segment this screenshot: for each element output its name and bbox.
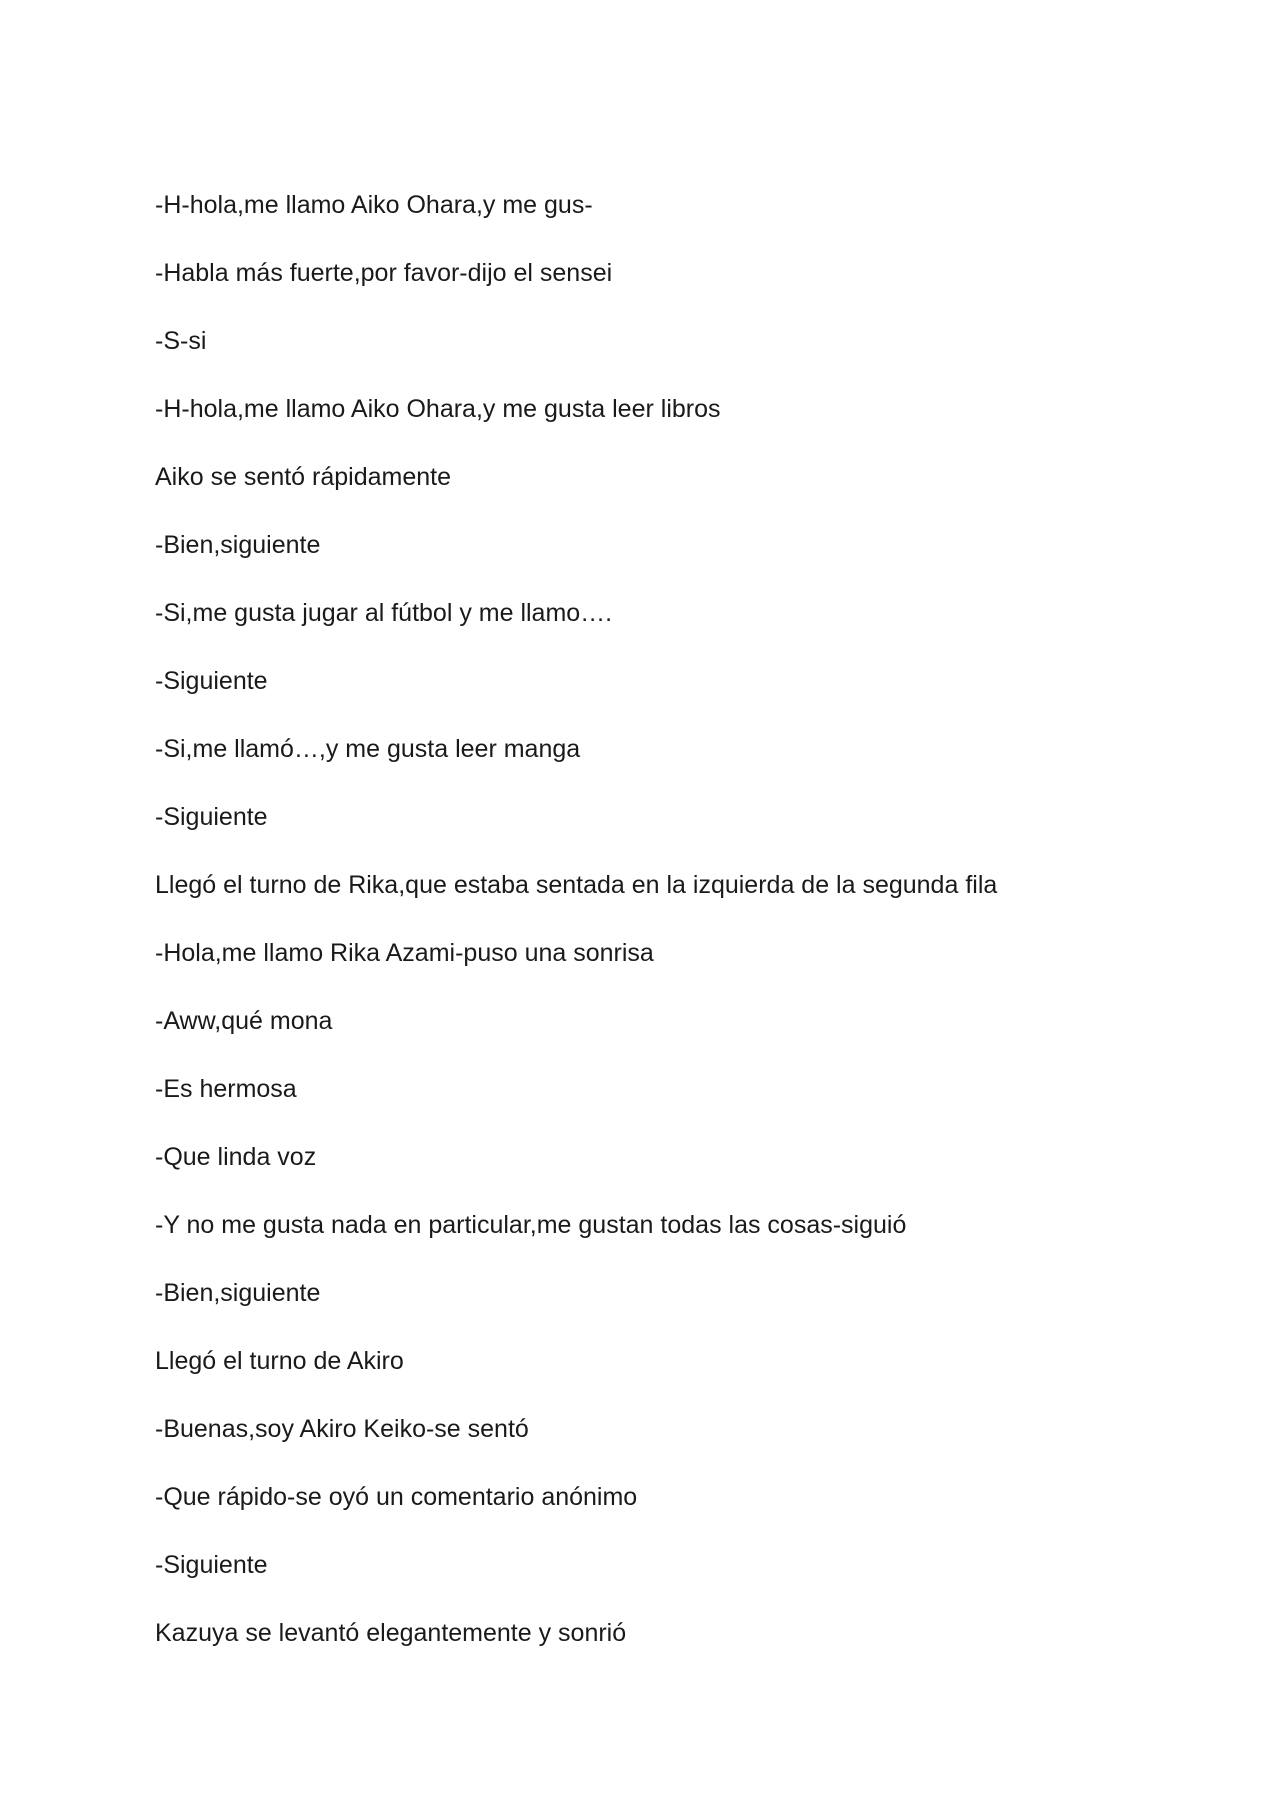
text-line: -Habla más fuerte,por favor-dijo el sensei [155, 259, 613, 287]
text-line: -Siguiente [155, 803, 268, 831]
text-line: -Es hermosa [155, 1075, 297, 1103]
text-line: -Siguiente [155, 1551, 268, 1579]
text-line: -Bien,siguiente [155, 1279, 321, 1307]
text-line: -Si,me llamó…,y me gusta leer manga [155, 735, 581, 763]
text-line: -Hola,me llamo Rika Azami-puso una sonrisa [155, 939, 654, 967]
text-line: -Y no me gusta nada en particular,me gustan todas las cosas-siguió [155, 1211, 907, 1239]
text-line: -Siguiente [155, 667, 268, 695]
text-line: -H-hola,me llamo Aiko Ohara,y me gus- [155, 191, 593, 219]
text-line: -S-si [155, 327, 207, 355]
text-line: -H-hola,me llamo Aiko Ohara,y me gusta leer libros [155, 395, 721, 423]
text-line: Aiko se sentó rápidamente [155, 463, 452, 491]
text-line: -Buenas,soy Akiro Keiko-se sentó [155, 1415, 529, 1443]
text-line: -Aww,qué mona [155, 1007, 333, 1035]
text-line: Kazuya se levantó elegantemente y sonrió [155, 1619, 627, 1647]
text-line: -Bien,siguiente [155, 531, 321, 559]
text-line: Llegó el turno de Akiro [155, 1347, 404, 1375]
document-body [155, 183, 997, 1679]
text-line: -Que linda voz [155, 1143, 317, 1171]
text-line: -Que rápido-se oyó un comentario anónimo [155, 1483, 638, 1511]
text-line: Llegó el turno de Rika,que estaba sentada en la izquierda de la segunda fila [155, 871, 998, 899]
text-line: -Si,me gusta jugar al fútbol y me llamo…. [155, 599, 613, 627]
